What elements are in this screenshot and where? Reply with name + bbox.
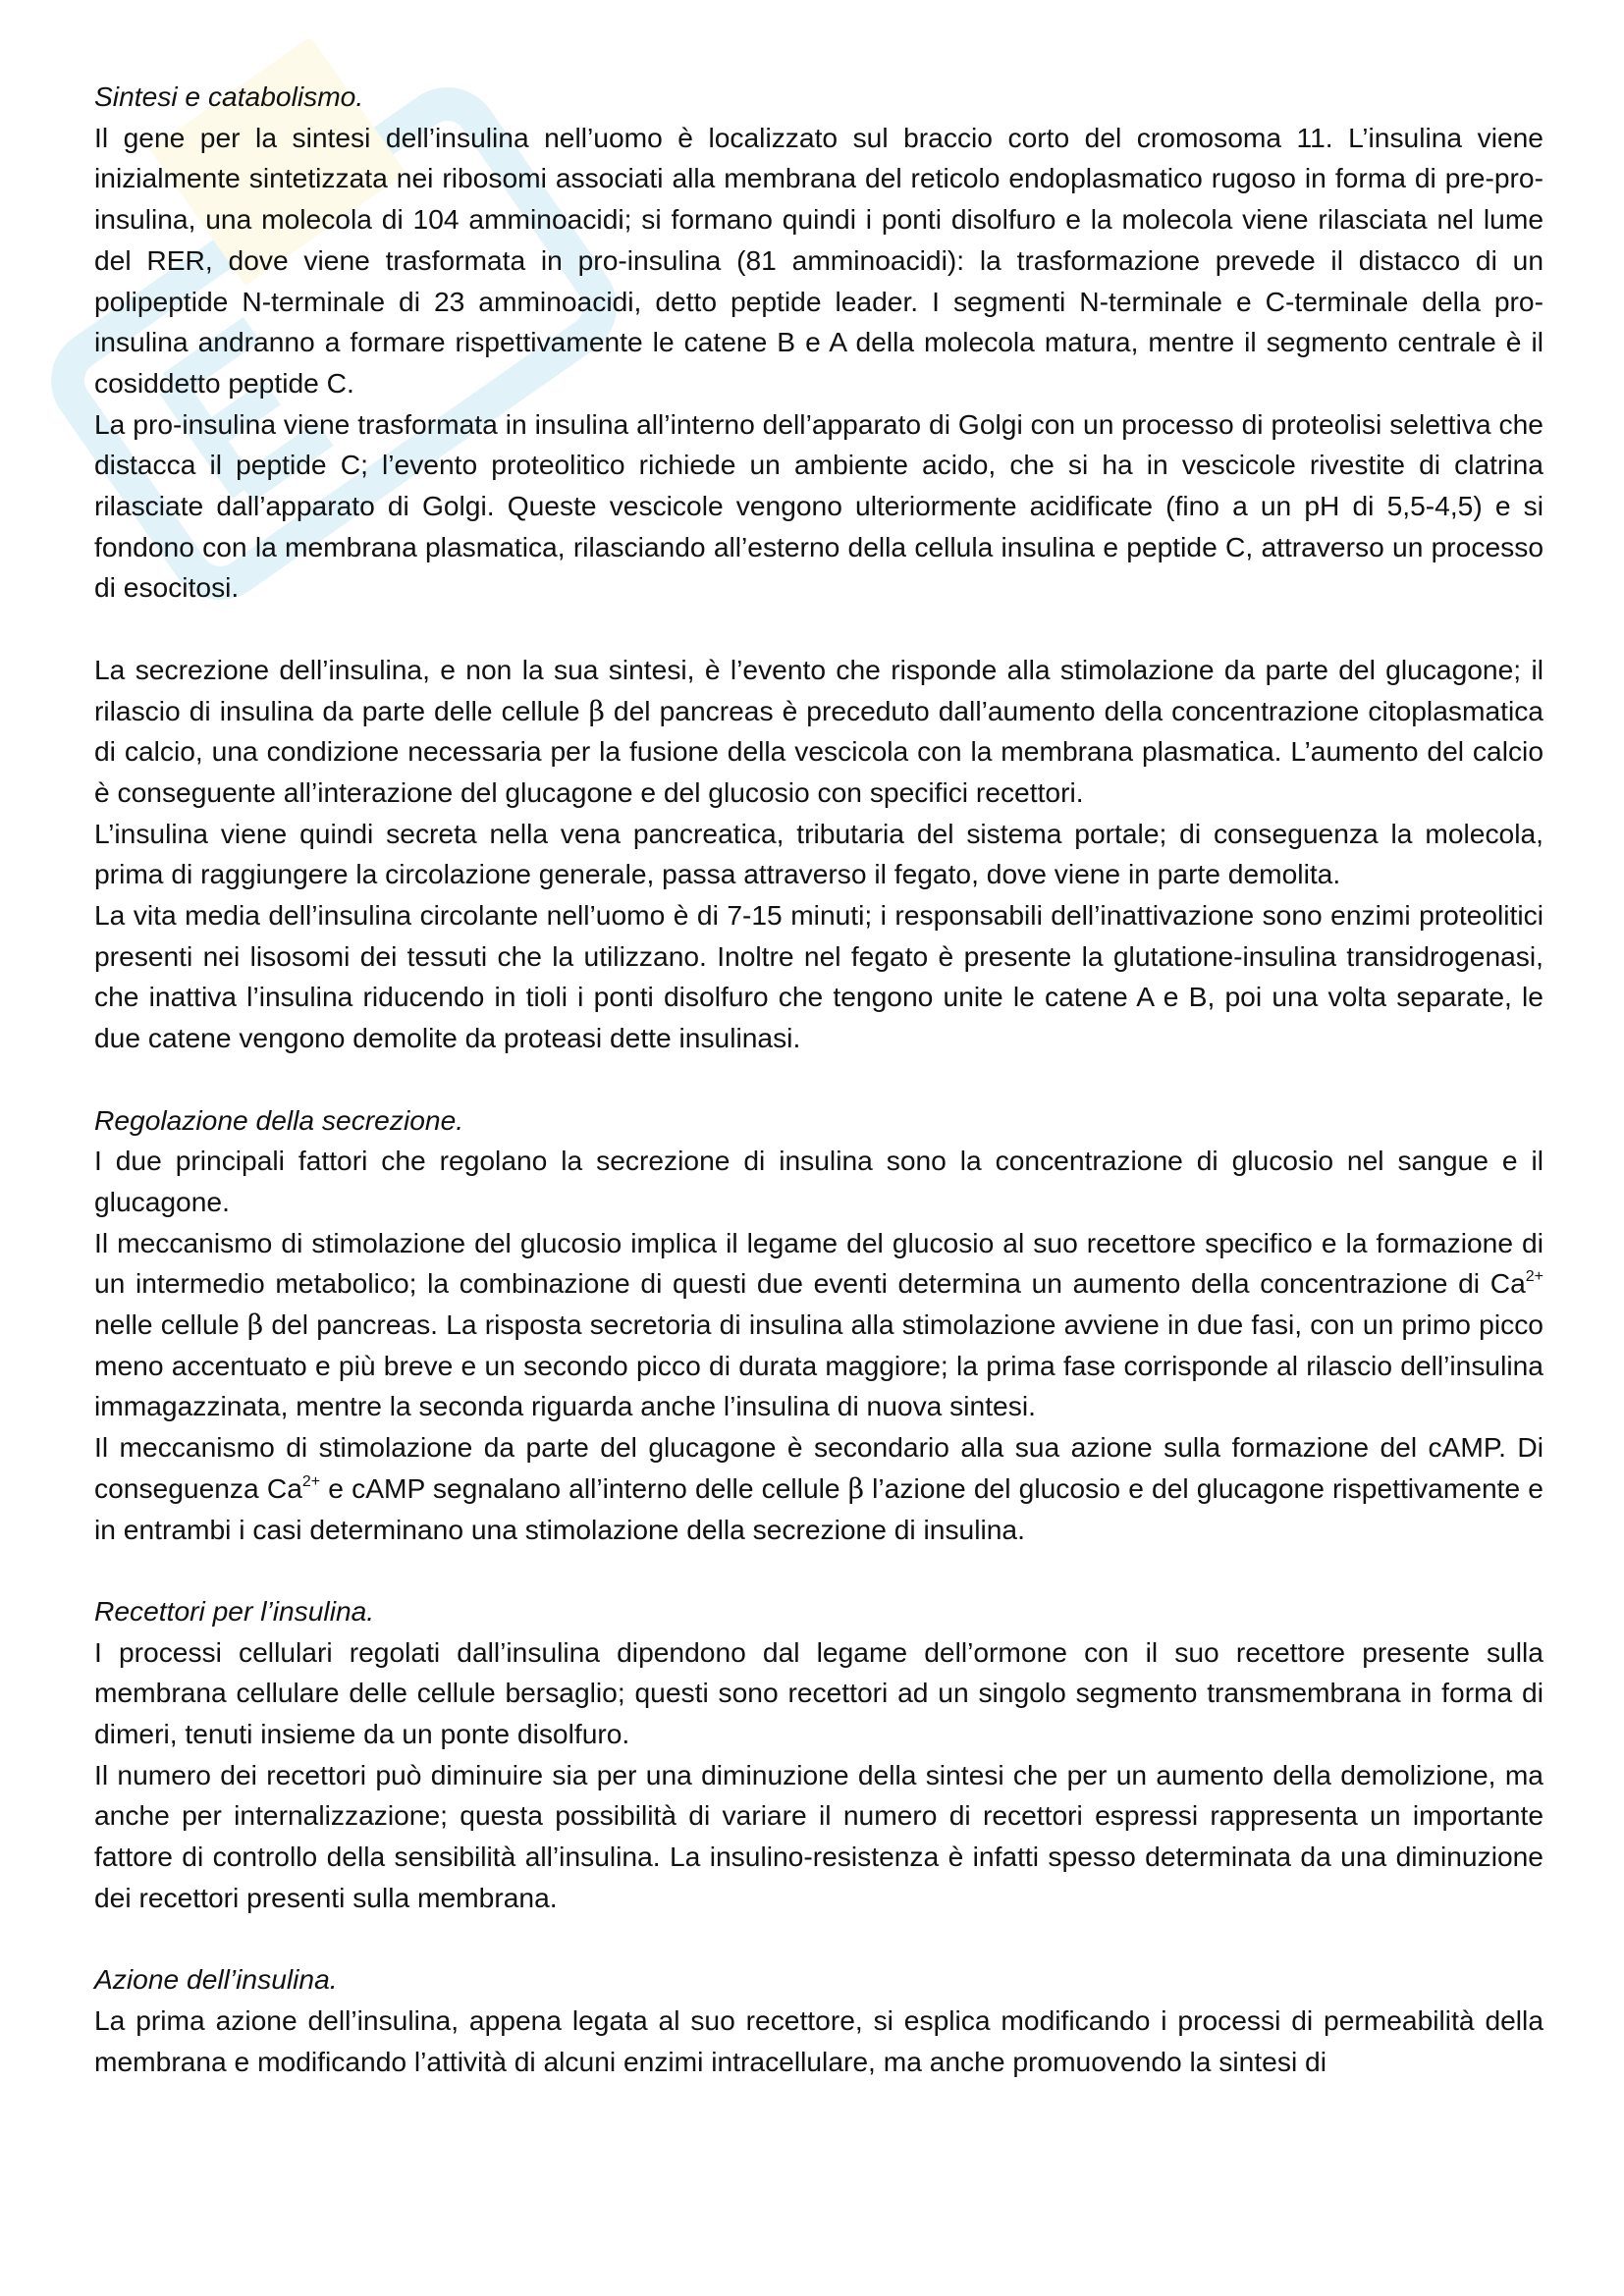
paragraph: I due principali fattori che regolano la secrezione di insulina sono la concentrazione di glucosio nel sangue e il glucagone. — [94, 1145, 1543, 1217]
document-page — [94, 77, 1543, 2082]
paragraph: La prima azione dell’insulina, appena legata al suo recettore, si esplica modificando i processi di permeabilità della membrana e modificando l’attività di alcuni enzimi intracellulare, ma anche promuovendo la sintesi di — [94, 2003, 1543, 2077]
paragraph: La pro-insulina viene trasformata in insulina all’interno dell’apparato di Golgi con un processo di proteolisi selettiva che distacca il peptide C; l’evento proteolitico richiede un ambiente acido, che si ha in vescicole rivestite di clatrina rilasciate dall’apparato di Golgi. Queste vescicole vengono ulteriormente acidificate (fino a un pH di 5,5-4,5) e si fondono con la membrana plasmatica, rilasciando all’esterno della cellula insulina e peptide C, attraverso un processo di esocitosi. — [94, 407, 1543, 604]
section-heading: Recettori per l’insulina. — [94, 1594, 375, 1627]
paragraph: Il gene per la sintesi dell’insulina nell’uomo è localizzato sul braccio corto del cromosoma 11. L’insulina viene inizialmente sintetizzata nei ribosomi associati alla membrana del reticolo endoplasmatico rugoso in forma di pre-pro-insulina, una molecola di 104 amminoacidi; si formano quindi i ponti disolfuro e la molecola viene rilasciata nel lume del RER, dove viene trasformata in pro-insulina (81 amminoacidi): la trasformazione prevede il distacco di un polipeptide N-terminale di 23 amminoacidi, detto peptide leader. I segmenti N-terminale e C-terminale della pro-insulina andranno a formare rispettivamente le catene B e A della molecola matura, mentre il segmento centrale è il cosiddetto peptide C. — [94, 121, 1543, 399]
paragraph: La vita media dell’insulina circolante nell’uomo è di 7-15 minuti; i responsabili dell’inattivazione sono enzimi proteolitici presenti nei lisosomi dei tessuti che la utilizzano. Inoltre nel fegato è presente la glutatione-insulina transidrogenasi, che inattiva l’insulina riducendo in tioli i ponti disolfuro che tengono unite le catene A e B, poi una volta separate, le due catene vengono demolite da proteasi dette insulinasi. — [94, 899, 1543, 1054]
superscript: 2+ — [301, 1472, 321, 1490]
paragraph: Il meccanismo di stimolazione del glucosio implica il legame del glucosio al suo recettore specifico e la formazione di un intermedio metabolico; la combinazione di questi due eventi determina un aumento della concentrazione di $Ca^{2+}$ nelle cellule β del pancreas. La risposta secretoria di insulina alla stimolazione avviene in due fasi, con un primo picco meno accentuato e più breve e un secondo picco di durata maggiore; la prima fase corrisponde al rilascio dell’insulina immagazzinata, mentre la seconda riguarda anche l’insulina di nuova sintesi. — [94, 1226, 1543, 1422]
beta-symbol: β — [847, 1471, 864, 1505]
beta-symbol: β — [588, 694, 605, 727]
section-heading: Sintesi e catabolismo. — [94, 80, 364, 112]
section-heading: Azione dell’insulina. — [94, 1963, 338, 1996]
paragraph: Il numero dei recettori può diminuire sia per una diminuzione della sintesi che per un aumento della demolizione, ma anche per internalizzazione; questa possibilità di variare il numero di recettori espressi rappresenta un importante fattore di controllo della sensibilità all’insulina. La insulino-resistenza è infatti spesso determinata da una diminuzione dei recettori presenti sulla membrana. — [94, 1758, 1543, 1913]
section-heading: Regolazione della secrezione. — [94, 1103, 464, 1136]
paragraph: La secrezione dell’insulina, e non la sua sintesi, è l’evento che risponde alla stimolazione da parte del glucagone; il rilascio di insulina da parte delle cellule β del pancreas è preceduto dall’aumento della concentrazione citoplasmatica di calcio, una condizione necessaria per la fusione della vescicola con la membrana plasmatica. L’aumento del calcio è conseguente all’interazione del glucagone e del glucosio con specifici recettori. — [94, 653, 1543, 808]
paragraph: I processi cellulari regolati dall’insulina dipendono dal legame dell’ormone con il suo recettore presente sulla membrana cellulare delle cellule bersaglio; questi sono recettori ad un singolo segmento transmembrana in forma di dimeri, tenuti insieme da un ponte disolfuro. — [94, 1635, 1543, 1750]
beta-symbol: β — [246, 1308, 264, 1342]
paragraph: Il meccanismo di stimolazione da parte del glucagone è secondario alla sua azione sulla formazione del cAMP. Di conseguenza $Ca^{2+}$ e cAMP segnalano all’interno delle cellule β l’azione del glucosio e del glucagone rispettivamente e in entrambi i casi determinano una stimolazione della secrezione di insulina. — [94, 1431, 1543, 1545]
superscript: 2+ — [1525, 1268, 1543, 1286]
paragraph: L’insulina viene quindi secreta nella vena pancreatica, tributaria del sistema portale; di conseguenza la molecola, prima di raggiungere la circolazione generale, passa attraverso il fegato, dove viene in parte demolita. — [94, 817, 1543, 890]
